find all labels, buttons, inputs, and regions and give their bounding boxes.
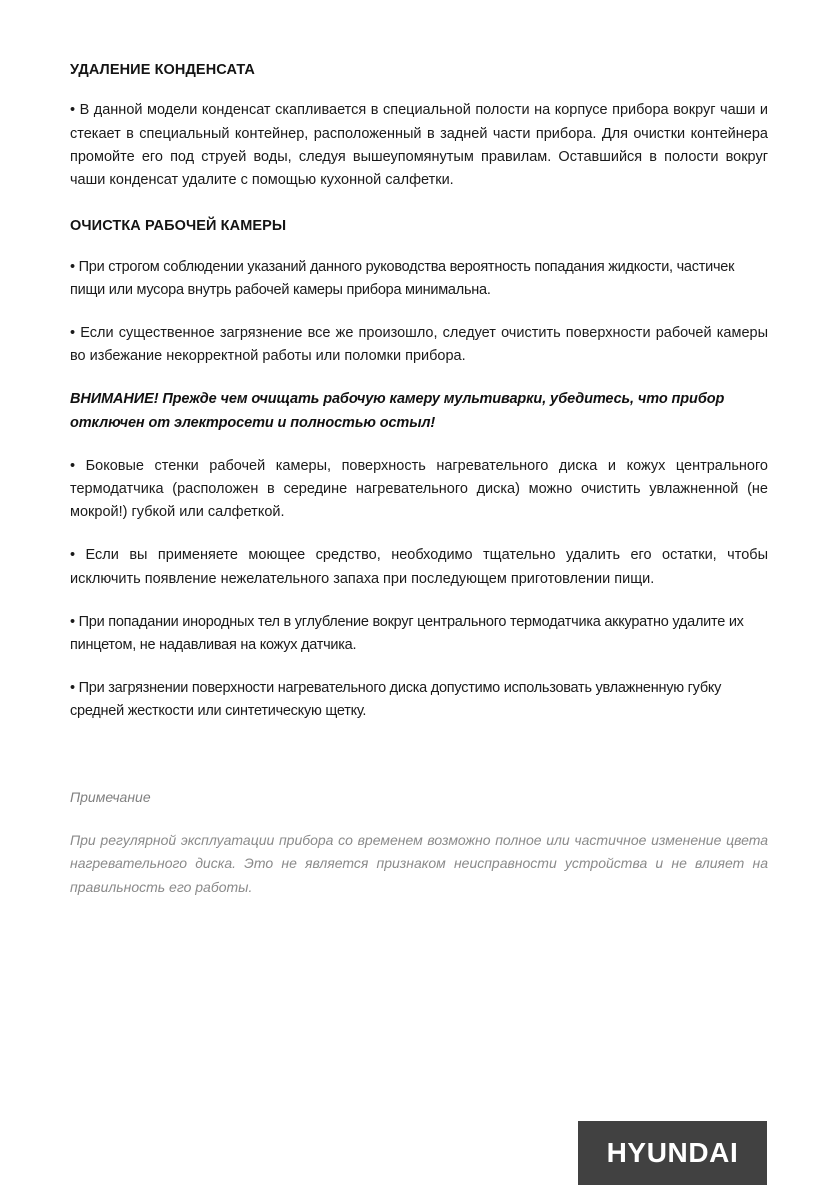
note-body: При регулярной эксплуатации прибора со временем возможно полное или частичное изменение цвета нагревательного диска. Это не является признаком неисправности устройства и не влияет на правильность его работы. xyxy=(70,831,768,895)
note-block xyxy=(70,786,768,900)
section-heading-condensate-removal: УДАЛЕНИЕ КОНДЕНСАТА xyxy=(70,62,255,78)
hyundai-logo-text: HYUNDAI xyxy=(606,1137,739,1168)
paragraph-chamber-cleaning-2: • Если существенное загрязнение все же произошло, следует очистить поверхности рабочей камеры во избежание некорректной работы или поломки прибора. xyxy=(70,325,768,365)
paragraph-chamber-cleaning-4: • Если вы применяете моющее средство, необходимо тщательно удалить его остатки, чтобы исключить появление нежелательного запаха при последующем приготовлении пищи. xyxy=(70,547,768,587)
paragraph-condensate-removal: • В данной модели конденсат скапливается в специальной полости на корпусе прибора вокруг чаши и стекает в специальный контейнер, расположенный в задней части прибора. Для очистки контейнера промойте его под струей воды, следуя вышеупомянутым правилам. Оставшийся в полости вокруг чаши конденсат удалите с помощью кухонной салфетки. xyxy=(70,102,768,188)
paragraph-chamber-cleaning-3: • Боковые стенки рабочей камеры, поверхность нагревательного диска и кожух центрального термодатчика (расположен в середине нагревательного диска) можно очистить увлажненной (не мокрой!) губкой или салфеткой. xyxy=(70,457,768,521)
section-heading-chamber-cleaning: ОЧИСТКА РАБОЧЕЙ КАМЕРЫ xyxy=(70,218,287,235)
paragraph-chamber-cleaning-6: • При загрязнении поверхности нагревательного диска допустимо использовать увлажненную губку средней жесткости или синтетическую щетку. xyxy=(70,680,722,720)
hyundai-logo xyxy=(578,1121,767,1185)
page-content xyxy=(70,62,768,899)
warning-notice: ВНИМАНИЕ! Прежде чем очищать рабочую камеру мультиварки, убедитесь, что прибор отключен от электросети и полностью остыл! xyxy=(70,391,725,431)
note-title: Примечание xyxy=(70,788,151,805)
paragraph-chamber-cleaning-5: • При попадании инородных тел в углубление вокруг центрального термодатчика аккуратно удалите их пинцетом, не надавливая на кожух датчика. xyxy=(70,613,744,654)
paragraph-chamber-cleaning-1: • При строгом соблюдении указаний данного руководства вероятность попадания жидкости, частичек пищи или мусора внутрь рабочей камеры прибора минимальна. xyxy=(70,258,735,298)
